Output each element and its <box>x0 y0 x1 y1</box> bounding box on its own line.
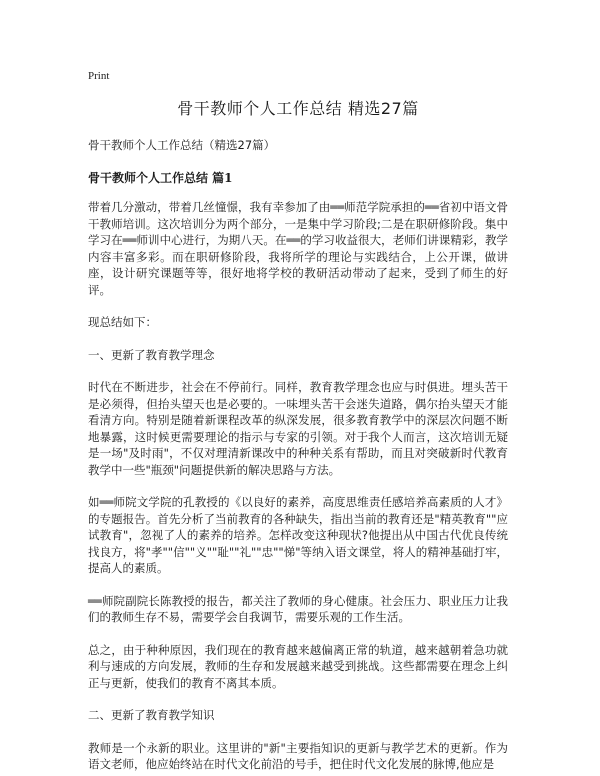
body-paragraph: ══师院副院长陈教授的报告，都关注了教师的身心健康。社会压力、职业压力让我们的教师生存不易，需要学会自我调节，需要乐观的工作生活。 <box>88 593 508 624</box>
body-paragraph: 总之，由于种种原因，我们现在的教育越来越偏离正常的轨道，越来越朝着急功就利与速成的方向发展，教师的生存和发展越来越受到挑战。这些都需要在理念上纠正与更新，使我们的教育不离其本质。 <box>88 642 508 690</box>
subheading-two: 二、更新了教育教学知识 <box>88 708 215 722</box>
print-label: Print <box>88 70 110 82</box>
body-paragraph: 教师是一个永新的职业。这里讲的"新"主要指知识的更新与教学艺术的更新。作为语文老师，他应始终站在时代文化前沿的号手，把住时代文化发展的脉博,他应是 <box>88 740 508 771</box>
intro-paragraph: 带着几分激动，带着几丝憧憬，我有幸参加了由══师范学院承担的══省初中语文骨干教师培训。这次培训分为两个部分，一是集中学习阶段;二是在职研修阶段。集中学习在══师训中心进行，为期八天。在══的学习收益很大，老师们讲课精彩，教学内容丰富多彩。而在职研修阶段，我将所学的理论与实践结合，上公开课，做讲座，设计研究课题等等，很好地将学校的教研活动带动了起来，受到了师生的好评。 <box>88 200 508 297</box>
document-title: 骨干教师个人工作总结 精选27篇 <box>177 99 419 118</box>
section-heading: 骨干教师个人工作总结 篇1 <box>88 171 233 185</box>
summary-lead: 现总结如下： <box>88 315 157 329</box>
subheading-one: 一、更新了教育教学理念 <box>88 347 215 362</box>
document-subtitle: 骨干教师个人工作总结（精选27篇） <box>88 138 276 152</box>
body-paragraph: 如══师院文学院的孔教授的《以良好的素养，高度思维责任感培养高素质的人才》的专题报告。首先分析了当前教育的各种缺失，指出当前的教育还是"精英教育""应试教育"，忽视了人的素养的培养。怎样改变这种现状?他提出从中国古代优良传统找良方，将"孝""信""义""耻""礼""忠""悌"等纳入语文课堂，将人的精神基础打牢，提高人的素质。 <box>88 495 508 575</box>
body-paragraph: 时代在不断进步，社会在不停前行。同样，教育教学理念也应与时俱进。埋头苦干是必须得，但抬头望天也是必要的。一味埋头苦干会迷失道路，偶尔抬头望天才能看清方向。特别是随着新课程改革的纵深发展，很多教育教学中的深层次问题不断地暴露，这时候更需要理论的指示与专家的引领。对于我个人而言，这次培训无疑是一场"及时雨"，不仅对理清新课改中的种种关系有帮助，而且对突破新时代教育教学中一些"瓶颈"问题提供新的解决思路与方法。 <box>88 380 508 477</box>
